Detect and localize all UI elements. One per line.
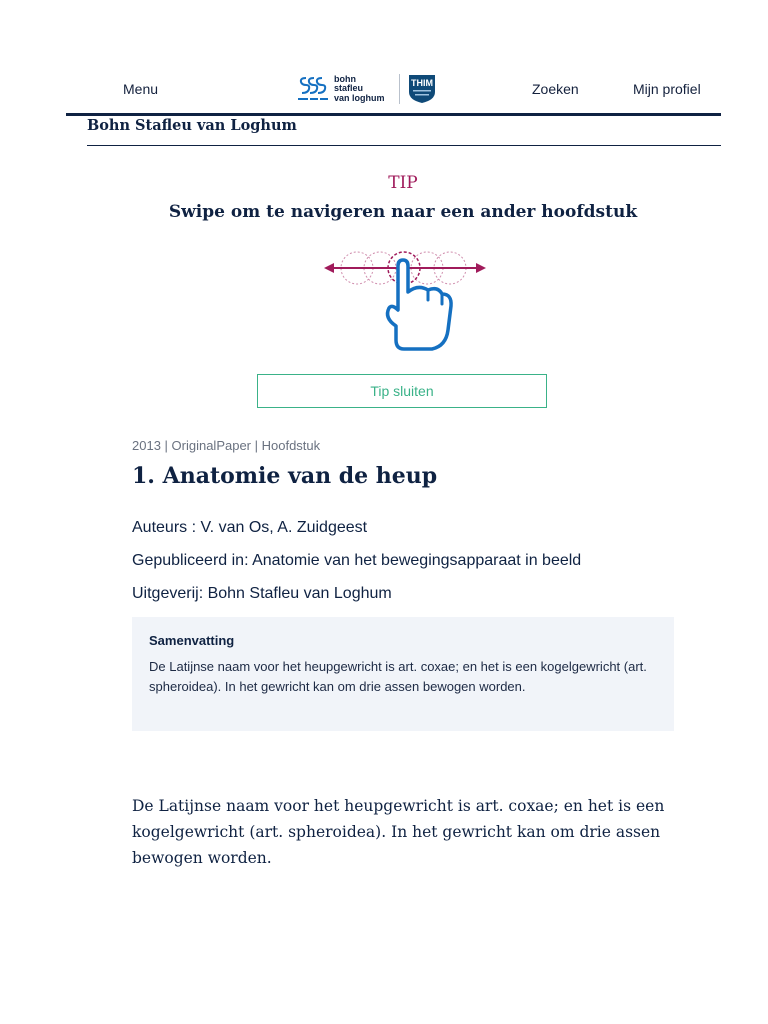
chapter-meta: 2013 | OriginalPaper | Hoofdstuk bbox=[132, 438, 321, 453]
publisher-title[interactable]: Bohn Stafleu van Loghum bbox=[87, 117, 297, 134]
logo-wordmark: bohn stafleu van loghum bbox=[334, 73, 385, 103]
chapter-authors: Auteurs : V. van Os, A. Zuidgeest bbox=[132, 519, 368, 536]
bsl-logo-icon bbox=[296, 75, 330, 103]
tip-close-button[interactable]: Tip sluiten bbox=[257, 374, 547, 408]
tip-text: Swipe om te navigeren naar een ander hoofdstuk bbox=[168, 202, 638, 222]
profile-link[interactable]: Mijn profiel bbox=[633, 81, 701, 97]
swipe-hand-icon bbox=[322, 248, 488, 354]
chapter-publisher: Uitgeverij: Bohn Stafleu van Loghum bbox=[132, 585, 392, 602]
publisher-logo[interactable] bbox=[296, 72, 436, 106]
logo-divider bbox=[399, 74, 400, 104]
svg-text:THIM: THIM bbox=[410, 78, 433, 88]
chapter-body-text: De Latijnse naam voor het heupgewricht is art. coxae; en het is een kogelgewricht (art. spheroidea). In het gewricht kan om drie assen bewogen worden. bbox=[132, 797, 665, 867]
tip-label: TIP bbox=[388, 173, 418, 193]
chapter-published-in[interactable]: Gepubliceerd in: Anatomie van het bewegingsapparaat in beeld bbox=[132, 552, 582, 569]
thim-shield-icon bbox=[408, 74, 436, 104]
chapter-title: 1. Anatomie van de heup bbox=[132, 463, 438, 489]
header-rule bbox=[66, 113, 721, 116]
abstract-title: Samenvatting bbox=[149, 633, 235, 648]
header-divider bbox=[87, 145, 721, 146]
search-link[interactable]: Zoeken bbox=[532, 81, 579, 97]
abstract-box bbox=[132, 617, 674, 731]
menu-button[interactable]: Menu bbox=[123, 81, 159, 97]
abstract-text: De Latijnse naam voor het heupgewricht is art. coxae; en het is een kogelgewricht (art. spheroidea). In het gewricht kan om drie assen bewogen worden. bbox=[149, 659, 647, 694]
